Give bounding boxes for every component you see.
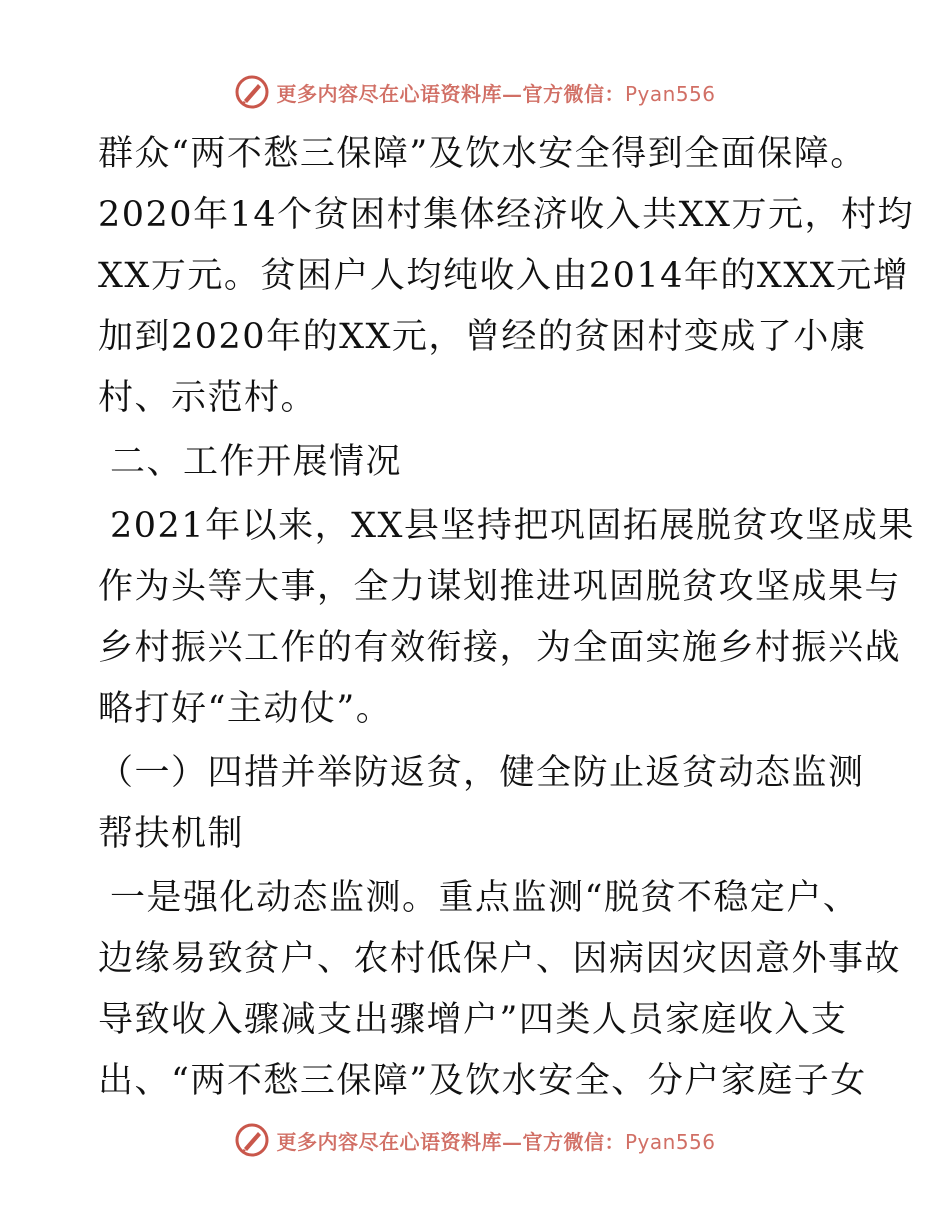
text-line: 一是强化动态监测。重点监测“脱贫不稳定户、 [110, 878, 860, 918]
watermark-header [0, 72, 950, 112]
text-line: 2021年以来，XX县坚持把巩固拓展脱贫攻坚成果 [110, 506, 915, 546]
subsection-heading [98, 743, 865, 865]
heading-line: 帮扶机制 [98, 814, 245, 854]
document-body [98, 124, 915, 1112]
text-line: 出、“两不愁三保障”及饮水安全、分户家庭子女 [98, 1061, 867, 1101]
watermark-text: 更多内容尽在心语资料库—官方微信：Pyan556 [276, 1129, 716, 1154]
watermark-footer [0, 1120, 950, 1160]
text-line: 乡村振兴工作的有效衔接，为全面实施乡村振兴战 [98, 628, 902, 668]
section-heading [98, 432, 858, 493]
text-line: 边缘易致贫户、农村低保户、因病因灾因意外事故 [98, 939, 902, 979]
text-line: 2020年14个贫困村集体经济收入共XX万元，村均 [98, 195, 914, 235]
text-line: 导致收入骤减支出骤增户”四类人员家庭收入支 [98, 1000, 848, 1040]
paragraph [98, 496, 915, 740]
text-line: 略打好“主动仗”。 [98, 689, 393, 729]
heading-line: （一）四措并举防返贫，健全防止返贫动态监测 [98, 753, 865, 793]
text-line: 加到2020年的XX元，曾经的贫困村变成了小康 [98, 317, 867, 357]
pen-logo-icon [234, 1122, 270, 1158]
heading-line: 二、工作开展情况 [110, 442, 403, 482]
watermark-text: 更多内容尽在心语资料库—官方微信：Pyan556 [276, 81, 716, 106]
text-line: 村、示范村。 [98, 378, 318, 418]
pen-logo-icon [234, 74, 270, 110]
paragraph [98, 868, 902, 1112]
text-line: 群众“两不愁三保障”及饮水安全得到全面保障。 [98, 134, 867, 174]
paragraph [98, 124, 914, 429]
text-line: XX万元。贫困户人均纯收入由2014年的XXX元增 [98, 256, 910, 296]
text-line: 作为头等大事，全力谋划推进巩固脱贫攻坚成果与 [98, 567, 902, 607]
